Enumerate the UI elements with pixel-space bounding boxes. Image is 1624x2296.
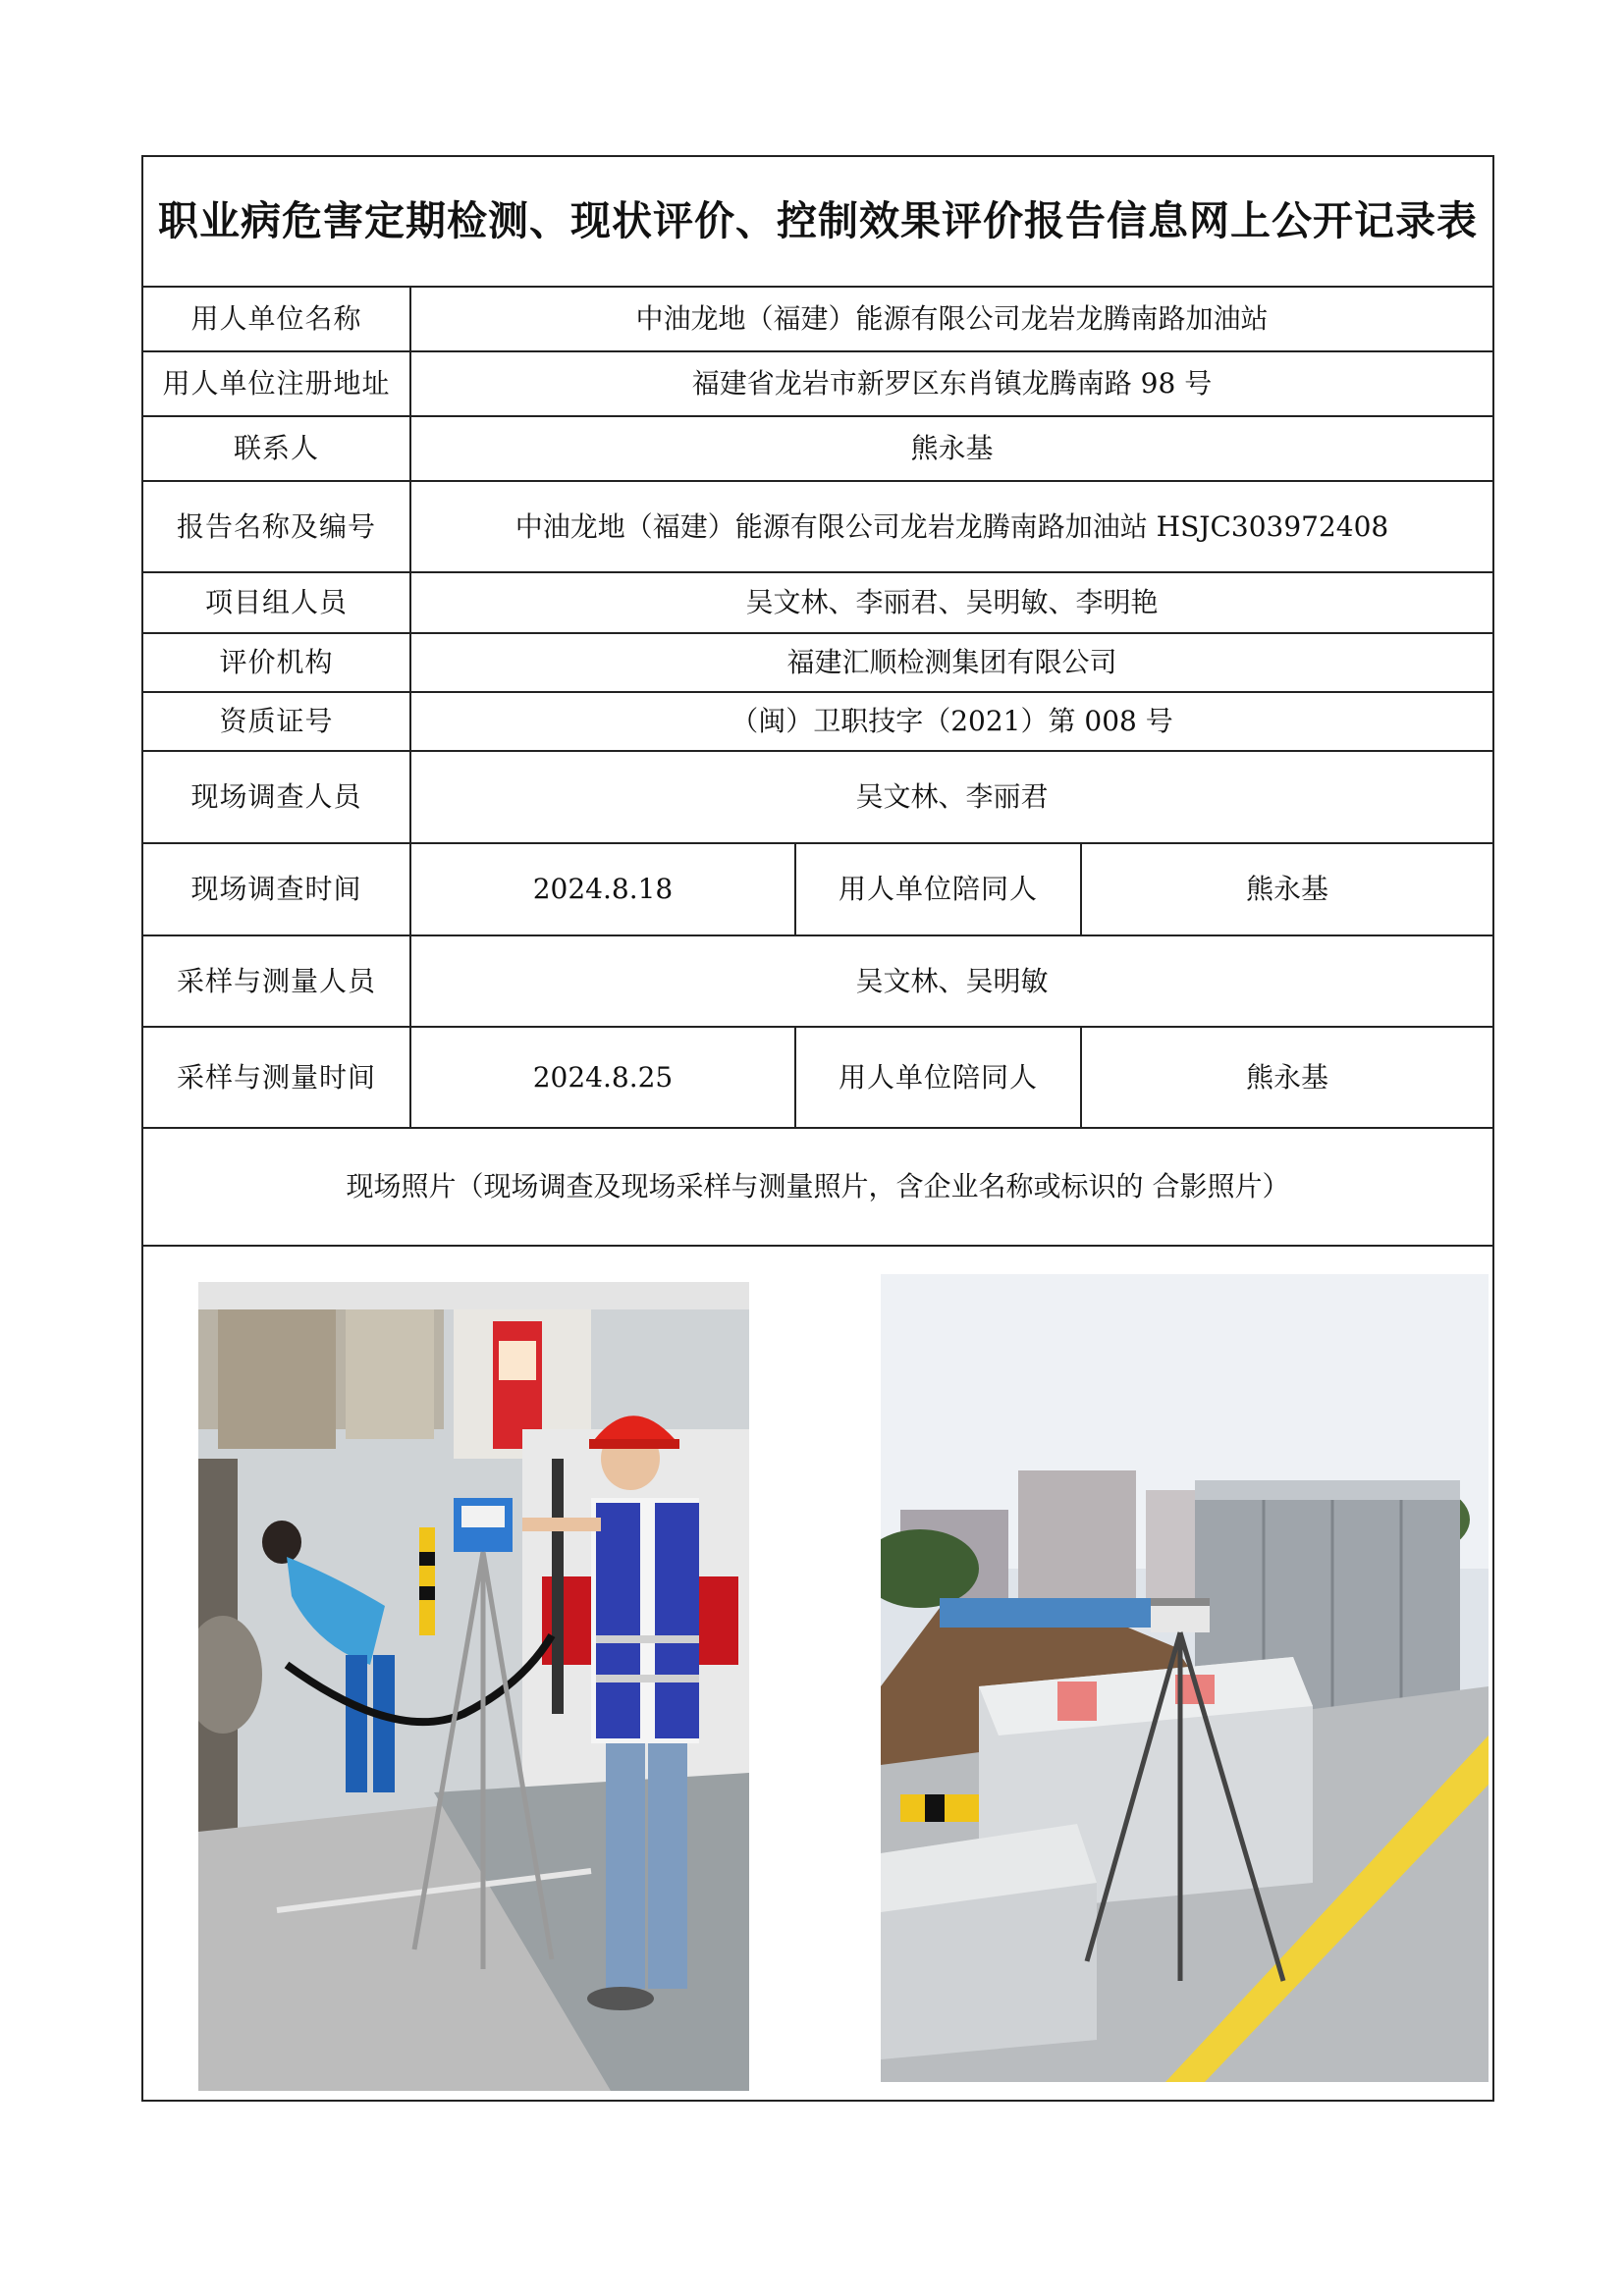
registered-address-value: 福建省龙岩市新罗区东肖镇龙腾南路 98 号 bbox=[410, 351, 1493, 416]
photos-cell bbox=[142, 1246, 1493, 2101]
site-photo-tank-area bbox=[881, 1274, 1489, 2082]
report-name-label: 报告名称及编号 bbox=[142, 481, 410, 572]
agency-label: 评价机构 bbox=[142, 633, 410, 692]
survey-companion-label: 用人单位陪同人 bbox=[795, 843, 1081, 935]
site-photo-gas-station bbox=[198, 1282, 749, 2091]
agency-value: 福建汇顺检测集团有限公司 bbox=[410, 633, 1493, 692]
qualification-value: （闽）卫职技字（2021）第 008 号 bbox=[410, 692, 1493, 751]
photos-caption: 现场照片（现场调查及现场采样与测量照片，含企业名称或标识的 合影照片） bbox=[142, 1128, 1493, 1246]
survey-staff-label: 现场调查人员 bbox=[142, 751, 410, 843]
survey-companion-value: 熊永基 bbox=[1081, 843, 1493, 935]
registered-address-label: 用人单位注册地址 bbox=[142, 351, 410, 416]
survey-staff-value: 吴文林、李丽君 bbox=[410, 751, 1493, 843]
contact-label: 联系人 bbox=[142, 416, 410, 481]
disclosure-form bbox=[141, 155, 1494, 2102]
sampling-staff-label: 采样与测量人员 bbox=[142, 935, 410, 1027]
employer-name-label: 用人单位名称 bbox=[142, 287, 410, 351]
qualification-label: 资质证号 bbox=[142, 692, 410, 751]
sampling-time-value: 2024.8.25 bbox=[410, 1027, 795, 1128]
sampling-companion-label: 用人单位陪同人 bbox=[795, 1027, 1081, 1128]
sampling-staff-value: 吴文林、吴明敏 bbox=[410, 935, 1493, 1027]
form-title: 职业病危害定期检测、现状评价、控制效果评价报告信息网上公开记录表 bbox=[142, 156, 1493, 287]
sampling-time-label: 采样与测量时间 bbox=[142, 1027, 410, 1128]
employer-name-value: 中油龙地（福建）能源有限公司龙岩龙腾南路加油站 bbox=[410, 287, 1493, 351]
contact-value: 熊永基 bbox=[410, 416, 1493, 481]
project-team-label: 项目组人员 bbox=[142, 572, 410, 633]
project-team-value: 吴文林、李丽君、吴明敏、李明艳 bbox=[410, 572, 1493, 633]
tank-area-sampling-illustration bbox=[881, 1274, 1489, 2082]
sampling-companion-value: 熊永基 bbox=[1081, 1027, 1493, 1128]
gas-station-sampling-illustration bbox=[198, 1282, 749, 2091]
report-name-value: 中油龙地（福建）能源有限公司龙岩龙腾南路加油站 HSJC303972408 bbox=[410, 481, 1493, 572]
survey-time-label: 现场调查时间 bbox=[142, 843, 410, 935]
survey-time-value: 2024.8.18 bbox=[410, 843, 795, 935]
